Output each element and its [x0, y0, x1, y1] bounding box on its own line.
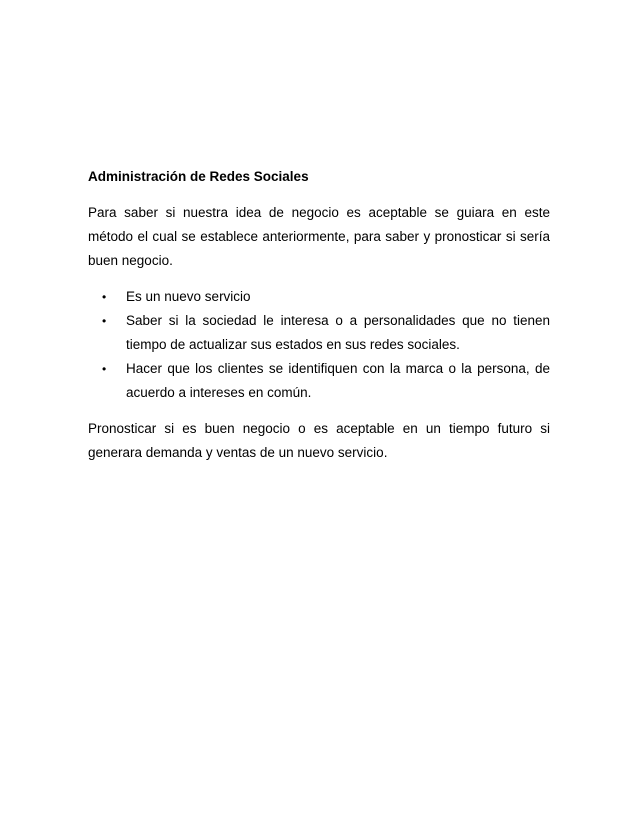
document-body — [88, 167, 550, 477]
conclusion-paragraph: Pronosticar si es buen negocio o es aceptable en un tiempo futuro si generara demanda y ventas de un nuevo servicio. — [88, 421, 550, 460]
section-heading: Administración de Redes Sociales — [88, 169, 309, 184]
list-item — [88, 309, 550, 357]
intro-paragraph: Para saber si nuestra idea de negocio es aceptable se guiara en este método el cual se establece anteriormente, para saber y pronosticar si sería buen negocio. — [88, 205, 550, 268]
list-item-text: Saber si la sociedad le interesa o a personalidades que no tienen tiempo de actualizar sus estados en sus redes sociales. — [126, 313, 550, 352]
bullet-icon: • — [102, 362, 107, 376]
bullet-icon: • — [102, 290, 107, 304]
bullet-list — [88, 285, 550, 405]
list-item — [88, 357, 550, 405]
bullet-icon: • — [102, 314, 107, 328]
list-item-text: Hacer que los clientes se identifiquen con la marca o la persona, de acuerdo a intereses en común. — [126, 361, 550, 400]
list-item-text: Es un nuevo servicio — [126, 289, 251, 304]
list-item — [88, 285, 550, 309]
